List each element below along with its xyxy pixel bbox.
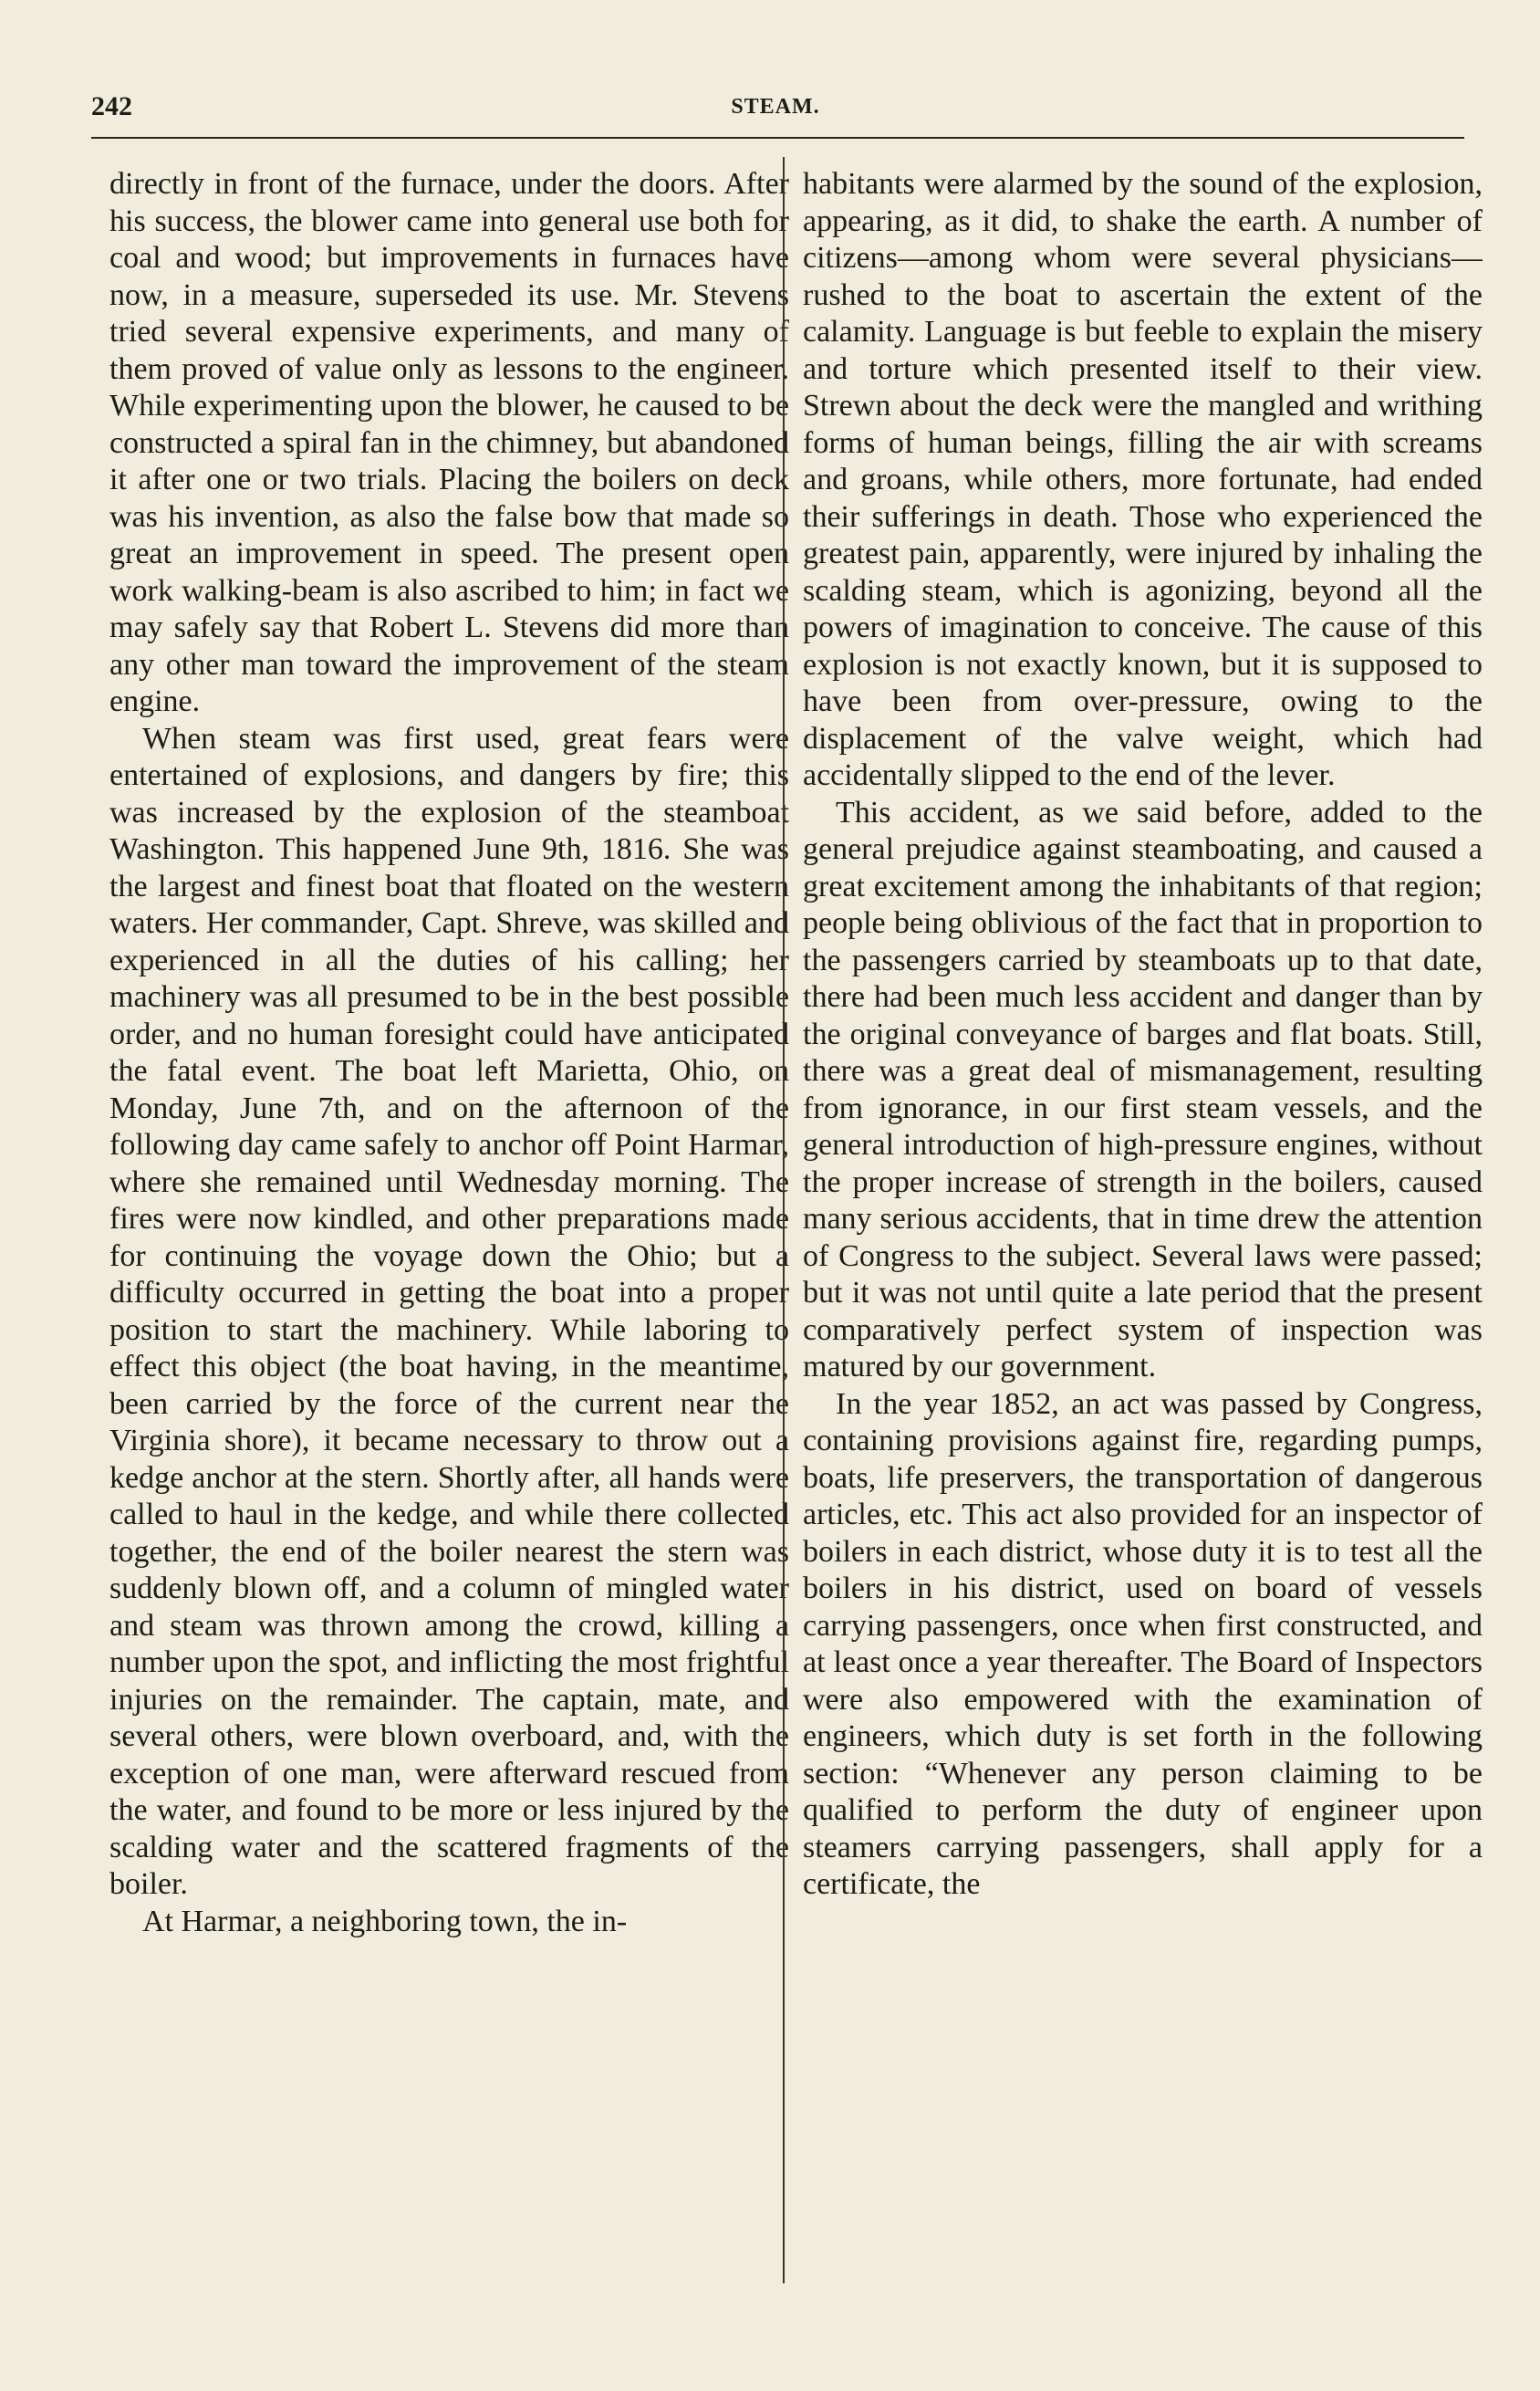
paragraph: When steam was first used, great fears were entertained of explosions, and dangers by fire; this was increased by the explosion of the steamboat Washington. This happened June 9th, 1816. She was the largest and finest boat that floated on the western waters. Her commander, Capt. Shreve, was skilled and experienced in all the duties of his calling; her machinery was all presumed to be in the best possible order, and no human foresight could have anticipated the fatal event. The boat left Marietta, Ohio, on Monday, June 7th, and on the afternoon of the following day came safely to anchor off Point Harmar, where she remained until Wednesday morning. The fires were now kindled, and other preparations made for continuing the voyage down the Ohio; but a difficulty occurred in getting the boat into a proper position to start the machinery. While laboring to effect this object (the boat having, in the meantime, been carried by the force of the current near the Virginia shore), it became necessary to throw out a kedge anchor at the stern. Shortly after, all hands were called to haul in the kedge, and while there collected together, the end of the boiler nearest the stern was suddenly blown off, and a column of mingled water and steam was thrown among the crowd, killing a number upon the spot, and inflicting the most frightful injuries on the remainder. The captain, mate, and several others, were blown overboard, and, with the exception of one man, were afterward rescued from the water, and found to be more or less injured by the scalding water and the scattered fragments of the boiler. (109, 721, 789, 1901)
right-column (803, 166, 1483, 2283)
running-title: STEAM. (731, 95, 820, 119)
running-head (91, 91, 1460, 135)
paragraph: At Harmar, a neighboring town, the in- (142, 1904, 628, 1938)
column-rule (783, 157, 785, 2283)
paragraph: habitants were alarmed by the sound of the explosion, appearing, as it did, to shake the earth. A number of citizens—among whom were several physicians—rushed to the boat to ascertain the extent of the calamity. Language is but feeble to explain the misery and torture which presented itself to their view. Strewn about the deck were the mangled and writhing forms of human beings, filling the air with screams and groans, while others, more fortunate, had ended their sufferings in death. Those who experienced the greatest pain, apparently, were injured by inhaling the scalding steam, which is agonizing, beyond all the powers of imagination to conceive. The cause of this explosion is not exactly known, but it is supposed to have been from over-pressure, owing to the displacement of the valve weight, which had accidentally slipped to the end of the lever. (803, 167, 1483, 792)
page-number: 242 (91, 91, 132, 121)
header-rule (91, 137, 1464, 139)
paragraph: directly in front of the furnace, under the doors. After his success, the blower came into general use both for coal and wood; but improvements in furnaces have now, in a measure, superseded its use. Mr. Stevens tried several expensive experiments, and many of them proved of value only as lessons to the engineer. While experimenting upon the blower, he caused to be constructed a spiral fan in the chimney, but abandoned it after one or two trials. Placing the boilers on deck was his invention, as also the false bow that made so great an improvement in speed. The present open work walking-beam is also ascribed to him; in fact we may safely say that Robert L. Stevens did more than any other man toward the improvement of the steam engine. (109, 167, 789, 718)
paragraph: This accident, as we said before, added to the general prejudice against steamboating, and caused a great excitement among the inhabitants of that region; people being oblivious of the fact that in proportion to the passengers carried by steamboats up to that date, there had been much less accident and danger than by the original conveyance of barges and flat boats. Still, there was a great deal of mismanagement, resulting from ignorance, in our first steam vessels, and the general introduction of high-pressure engines, without the proper increase of strength in the boilers, caused many serious accidents, that in time drew the attention of Congress to the subject. Several laws were passed; but it was not until quite a late period that the present comparatively perfect system of inspection was matured by our government. (803, 795, 1483, 1383)
paragraph: In the year 1852, an act was passed by Congress, containing provisions against fire, regarding pumps, boats, life preservers, the transportation of dangerous articles, etc. This act also provided for an inspector of boilers in each district, whose duty it is to test all the boilers in his district, used on board of vessels carrying passengers, once when first constructed, and at least once a year thereafter. The Board of Inspectors were also empowered with the examination of engineers, which duty is set forth in the following section: “Whenever any person claiming to be qualified to perform the duty of engineer upon steamers carrying passengers, shall apply for a certificate, the (803, 1386, 1483, 1901)
left-column (109, 166, 789, 2283)
